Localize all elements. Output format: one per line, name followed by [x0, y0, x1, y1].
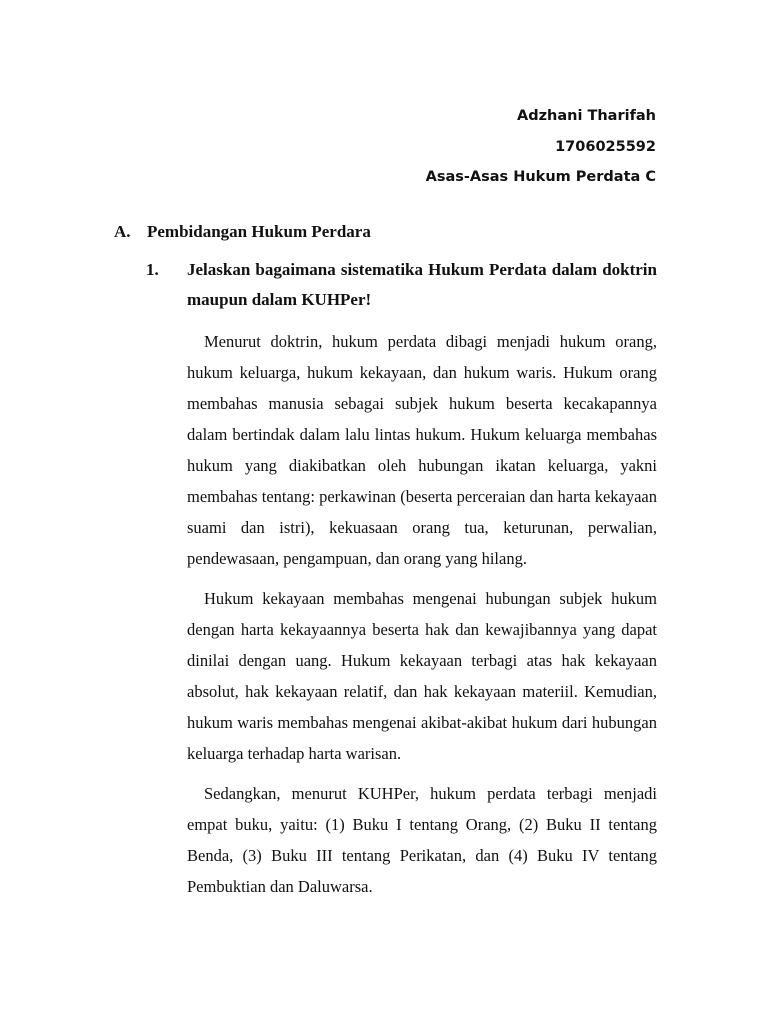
student-id: 1706025592: [555, 138, 656, 155]
section-marker: A.: [114, 222, 131, 241]
document-header: [426, 101, 656, 193]
answer-paragraph: Hukum kekayaan membahas mengenai hubungan subjek hukum dengan harta kekayaannya beserta hak dan kewajibannya yang dapat dinilai dengan uang. Hukum kekayaan terbagi atas hak kekayaan absolut, hak kekayaan relatif, dan hak kekayaan materiil. Kemudian, hukum waris membahas mengenai akibat-akibat hukum dari hubungan keluarga terhadap harta warisan.: [187, 589, 657, 763]
question-number: 1.: [146, 260, 159, 279]
answer-body: [187, 326, 657, 911]
answer-paragraph: Sedangkan, menurut KUHPer, hukum perdata terbagi menjadi empat buku, yaitu: (1) Buku I tentang Orang, (2) Buku II tentang Benda, (3) Buku III tentang Perikatan, dan (4) Buku IV tentang Pembuktian dan Daluwarsa.: [187, 784, 657, 896]
question-text: Jelaskan bagaimana sistematika Hukum Perdata dalam doktrin maupun dalam KUHPer!: [187, 260, 657, 309]
course-name: Asas-Asas Hukum Perdata C: [425, 169, 656, 185]
section-heading: [114, 217, 371, 247]
author-name: Adzhani Tharifah: [516, 108, 656, 124]
answer-paragraph: Menurut doktrin, hukum perdata dibagi menjadi hukum orang, hukum keluarga, hukum kekayaan, dan hukum waris. Hukum orang membahas manusia sebagai subjek hukum beserta kecakapannya dalam bertindak dalam lalu lintas hukum. Hukum keluarga membahas hukum yang diakibatkan oleh hubungan ikatan keluarga, yakni membahas tentang: perkawinan (beserta perceraian dan harta kekayaan suami dan istri), kekuasaan orang tua, keturunan, perwalian, pendewasaan, pengampuan, dan orang yang hilang.: [187, 332, 657, 568]
section-title: Pembidangan Hukum Perdara: [147, 222, 371, 241]
